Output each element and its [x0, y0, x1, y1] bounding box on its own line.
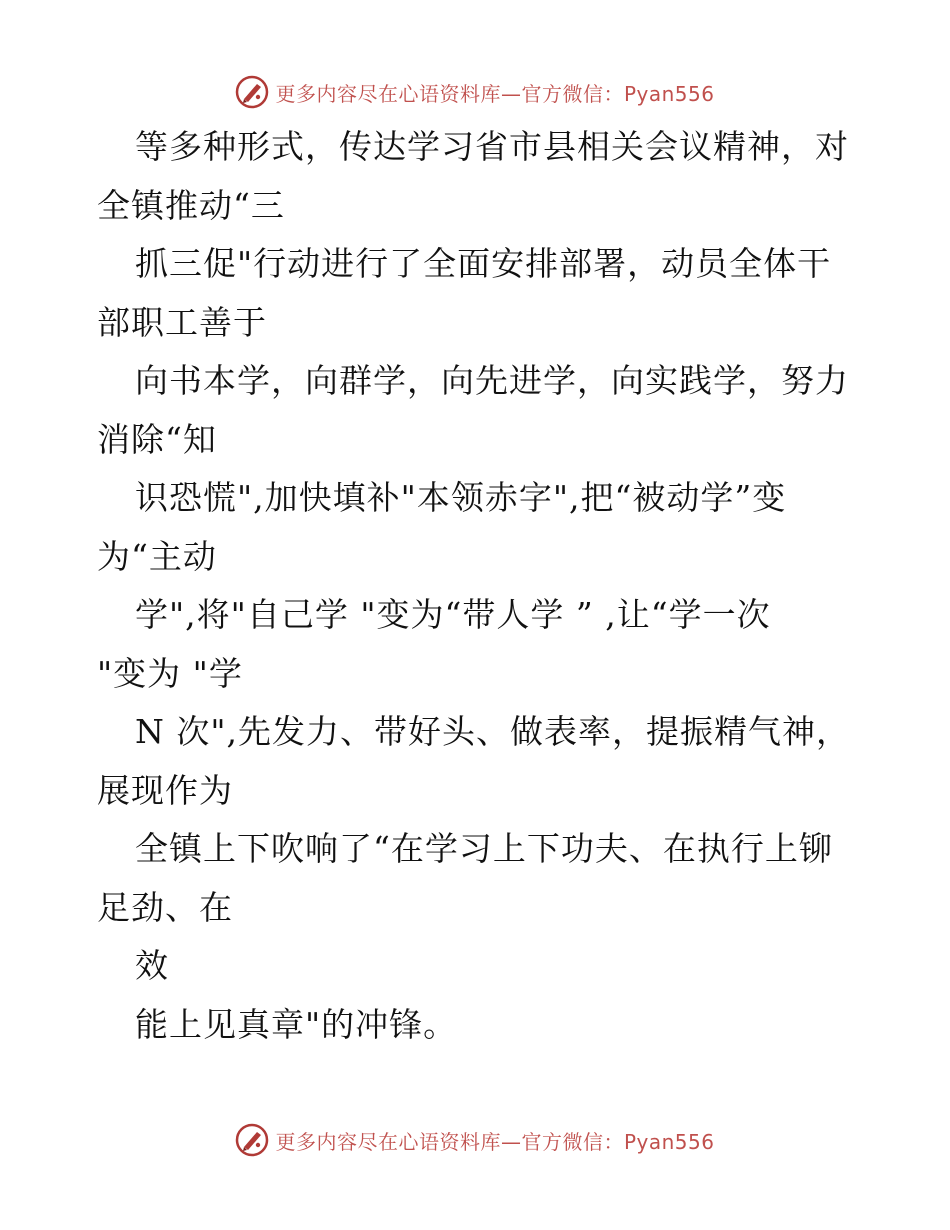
pen-seal-logo-icon	[235, 1123, 269, 1157]
paragraph-line: 全镇推动“三	[97, 185, 285, 225]
paragraph-line: 消除“知	[97, 419, 217, 459]
paragraph-line: 为“主动	[97, 536, 217, 576]
paragraph-line: 识恐慌",加快填补"本领赤字",把“被动学”变	[135, 478, 787, 517]
pen-seal-logo-icon	[235, 75, 269, 109]
footer-banner-text: 更多内容尽在心语资料库—官方微信：Pyan556	[275, 1129, 715, 1154]
paragraph-line: 全镇上下吹响了“在学习上下功夫、在执行上铆	[135, 829, 833, 868]
paragraph-line: 向书本学，向群学，向先进学，向实践学，努力	[135, 361, 849, 400]
header-banner-text: 更多内容尽在心语资料库—官方微信：Pyan556	[275, 81, 715, 106]
header-banner	[0, 70, 950, 114]
header-banner-inner	[235, 75, 714, 109]
paragraph-line: 部职工善于	[97, 302, 267, 342]
document-body	[97, 118, 867, 1054]
paragraph-line: 学",将"自己学 "变为“带人学 ” ,让“学一次	[135, 595, 771, 634]
paragraph-line: 能上见真章"的冲锋。	[135, 1004, 458, 1044]
paragraph-line: 抓三促"行动进行了全面安排部署，动员全体干	[135, 244, 832, 283]
footer-banner-inner	[235, 1123, 714, 1157]
paragraph-line: N 次",先发力、带好头、做表率，提振精气神，	[135, 712, 851, 751]
paragraph-line: 足劲、在	[97, 887, 233, 927]
paragraph-line: 展现作为	[97, 770, 233, 810]
paragraph-line: "变为 "学	[97, 653, 243, 693]
paragraph-line: 效	[135, 946, 169, 985]
footer-banner	[0, 1118, 950, 1162]
paragraph-line: 等多种形式，传达学习省市县相关会议精神，对	[135, 127, 849, 166]
